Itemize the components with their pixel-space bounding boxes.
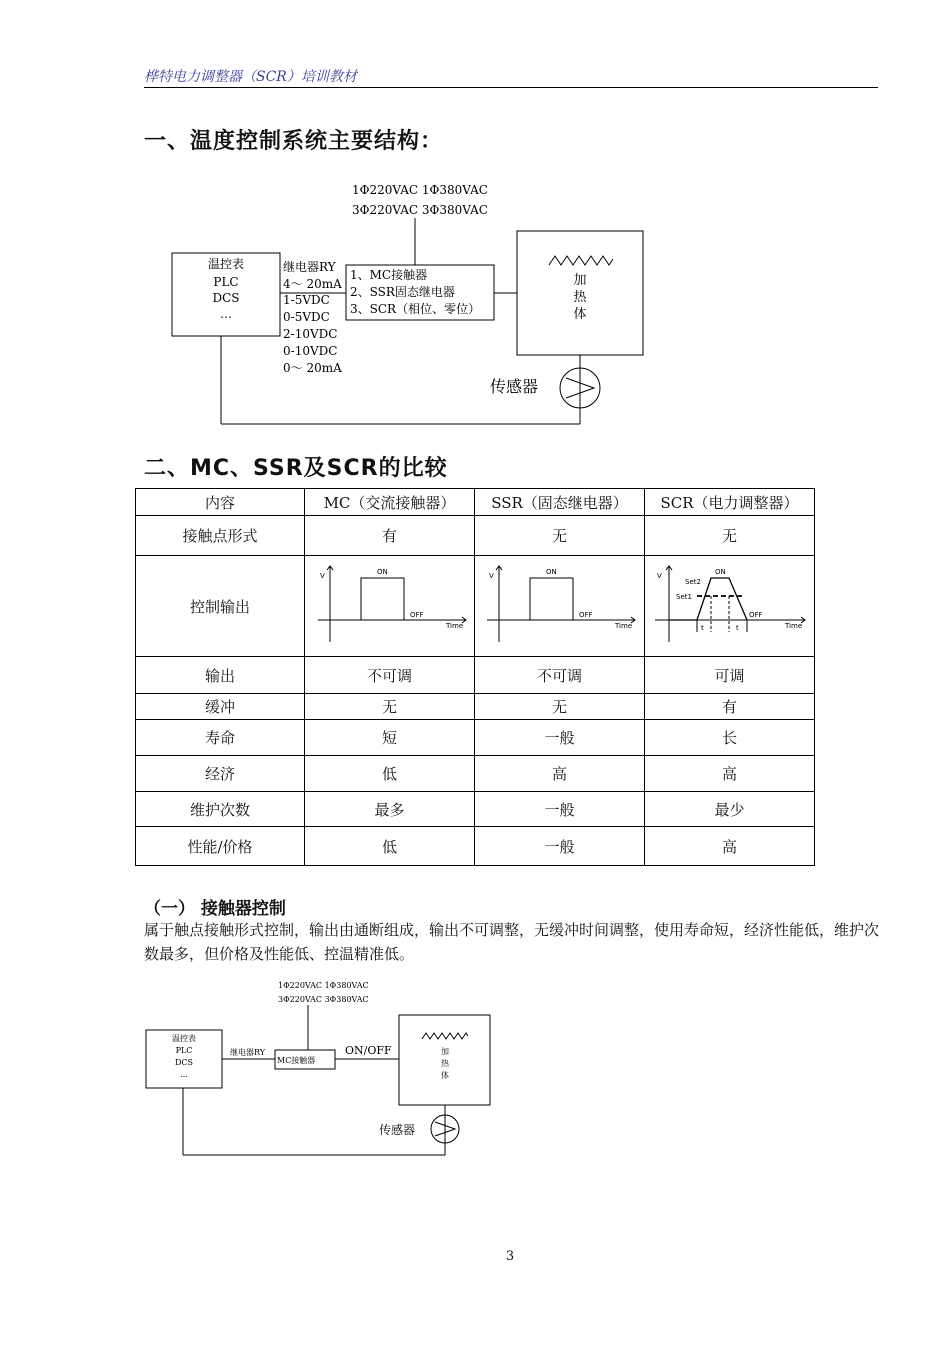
heater-label: 热 bbox=[441, 1059, 449, 1068]
table-cell: 最少 bbox=[644, 792, 814, 827]
table-cell: 短 bbox=[305, 720, 475, 756]
section2-heading: 二、MC、SSR及SCR的比较 bbox=[144, 456, 448, 481]
svg-text:OFF: OFF bbox=[409, 611, 424, 619]
running-header: 桦特电力调整器（SCR）培训教材 bbox=[144, 69, 357, 85]
table-cell: 高 bbox=[475, 756, 645, 792]
table-cell: 经济 bbox=[136, 756, 305, 792]
table-row bbox=[136, 657, 815, 694]
ssr-waveform-cell bbox=[475, 556, 645, 657]
table-cell: 输出 bbox=[136, 657, 305, 694]
table-cell: 接触点形式 bbox=[136, 516, 305, 556]
svg-text:Set2: Set2 bbox=[685, 578, 702, 586]
svg-text:t: t bbox=[701, 624, 705, 632]
table-row bbox=[136, 516, 815, 556]
heater-coil-icon bbox=[422, 1033, 468, 1039]
svg-text:ON: ON bbox=[546, 568, 558, 576]
svg-text:ON: ON bbox=[376, 568, 388, 576]
table-row bbox=[136, 827, 815, 866]
controller-label: DCS bbox=[212, 291, 240, 305]
table-cell: 无 bbox=[644, 516, 814, 556]
table-row bbox=[136, 694, 815, 720]
signal-label: 4～ 20mA bbox=[283, 277, 342, 291]
table-cell: 高 bbox=[644, 827, 814, 866]
signal-label: 0～ 20mA bbox=[283, 361, 342, 375]
controller-label: … bbox=[180, 1070, 188, 1079]
controller-label: … bbox=[220, 307, 232, 321]
table-cell: 高 bbox=[644, 756, 814, 792]
svg-text:Time: Time bbox=[445, 622, 463, 630]
power-line-1: 1Φ220VAC 1Φ380VAC bbox=[352, 183, 488, 197]
svg-text:t: t bbox=[736, 624, 740, 632]
power-line-2: 3Φ220VAC 3Φ380VAC bbox=[278, 995, 369, 1004]
table-header-cell: 内容 bbox=[136, 489, 305, 516]
heater-label: 体 bbox=[573, 307, 587, 322]
controller-label: 温控表 bbox=[172, 1034, 196, 1043]
scr-waveform-chart bbox=[645, 556, 813, 652]
switch-item: 3、SCR（相位、零位） bbox=[350, 302, 481, 316]
table-cell: 维护次数 bbox=[136, 792, 305, 827]
mc-waveform-chart bbox=[306, 556, 474, 652]
header-rule bbox=[144, 87, 878, 88]
signal-label: 继电器RY bbox=[283, 260, 336, 274]
mc-label: MC接触器 bbox=[277, 1056, 316, 1065]
controller-label: DCS bbox=[174, 1058, 194, 1067]
table-header-row bbox=[136, 489, 815, 516]
table-cell: 一般 bbox=[475, 827, 645, 866]
sensor-label: 传感器 bbox=[379, 1123, 416, 1137]
ssr-waveform-chart bbox=[475, 556, 643, 652]
svg-text:Set1: Set1 bbox=[676, 593, 693, 601]
switch-item: 1、MC接触器 bbox=[350, 268, 428, 282]
table-row bbox=[136, 756, 815, 792]
table-cell: 无 bbox=[305, 694, 475, 720]
table-cell: 无 bbox=[475, 516, 645, 556]
table-header-cell: SCR（电力调整器） bbox=[644, 489, 814, 516]
table-row bbox=[136, 720, 815, 756]
sensor-label: 传感器 bbox=[490, 377, 539, 396]
controller-label: PLC bbox=[175, 1046, 193, 1055]
power-line-1: 1Φ220VAC 1Φ380VAC bbox=[278, 981, 369, 990]
controller-label: 温控表 bbox=[207, 257, 245, 271]
signal-label: 2-10VDC bbox=[283, 327, 338, 341]
switch-item: 2、SSR固态继电器 bbox=[350, 285, 455, 299]
heater-label: 加 bbox=[441, 1047, 449, 1056]
controller-label: PLC bbox=[213, 275, 239, 289]
table-cell: 可调 bbox=[644, 657, 814, 694]
heater-label: 加 bbox=[573, 273, 587, 288]
page-number: 3 bbox=[505, 1249, 515, 1264]
table-cell: 有 bbox=[644, 694, 814, 720]
svg-text:ON: ON bbox=[715, 568, 727, 576]
heater-label: 热 bbox=[573, 290, 587, 305]
relay-label: 继电器RY bbox=[230, 1048, 266, 1057]
table-cell: 长 bbox=[644, 720, 814, 756]
subsection1-paragraph: 属于触点接触形式控制，输出由通断组成，输出不可调整，无缓冲时间调整，使用寿命短，经济性能低，维护次数最多，但价格及性能低、控温精准低。 bbox=[144, 921, 880, 963]
table-cell: 低 bbox=[305, 827, 475, 866]
svg-text:OFF: OFF bbox=[749, 611, 764, 619]
comparison-table bbox=[135, 488, 815, 866]
table-row bbox=[136, 556, 815, 657]
heater-label: 体 bbox=[441, 1071, 449, 1080]
table-cell: 寿命 bbox=[136, 720, 305, 756]
table-cell: 控制输出 bbox=[136, 556, 305, 657]
contactor-control-diagram bbox=[0, 975, 520, 1169]
table-header-cell: MC（交流接触器） bbox=[305, 489, 475, 516]
table-cell: 缓冲 bbox=[136, 694, 305, 720]
table-cell: 最多 bbox=[305, 792, 475, 827]
onoff-label: ON/OFF bbox=[345, 1044, 392, 1057]
mc-waveform-cell bbox=[305, 556, 475, 657]
table-row bbox=[136, 792, 815, 827]
table-header-cell: SSR（固态继电器） bbox=[475, 489, 645, 516]
table-cell: 一般 bbox=[475, 720, 645, 756]
svg-text:OFF: OFF bbox=[579, 611, 594, 619]
svg-text:Time: Time bbox=[615, 622, 633, 630]
power-line-2: 3Φ220VAC 3Φ380VAC bbox=[352, 203, 488, 217]
signal-label: 0-10VDC bbox=[283, 344, 338, 358]
svg-text:V: V bbox=[489, 572, 495, 580]
table-cell: 性能/价格 bbox=[136, 827, 305, 866]
table-cell: 不可调 bbox=[305, 657, 475, 694]
svg-text:Time: Time bbox=[785, 622, 803, 630]
table-cell: 一般 bbox=[475, 792, 645, 827]
table-cell: 有 bbox=[305, 516, 475, 556]
system-structure-diagram bbox=[0, 175, 700, 439]
section1-heading: 一、温度控制系统主要结构： bbox=[144, 129, 444, 154]
subsection1-heading: （一） 接触器控制 bbox=[144, 899, 286, 919]
scr-waveform-cell bbox=[644, 556, 814, 657]
table-cell: 无 bbox=[475, 694, 645, 720]
table-cell: 低 bbox=[305, 756, 475, 792]
svg-text:V: V bbox=[657, 572, 663, 580]
signal-label: 1-5VDC bbox=[283, 293, 330, 307]
svg-text:V: V bbox=[319, 572, 325, 580]
signal-label: 0-5VDC bbox=[283, 310, 330, 324]
heater-coil-icon bbox=[549, 256, 613, 265]
table-cell: 不可调 bbox=[475, 657, 645, 694]
